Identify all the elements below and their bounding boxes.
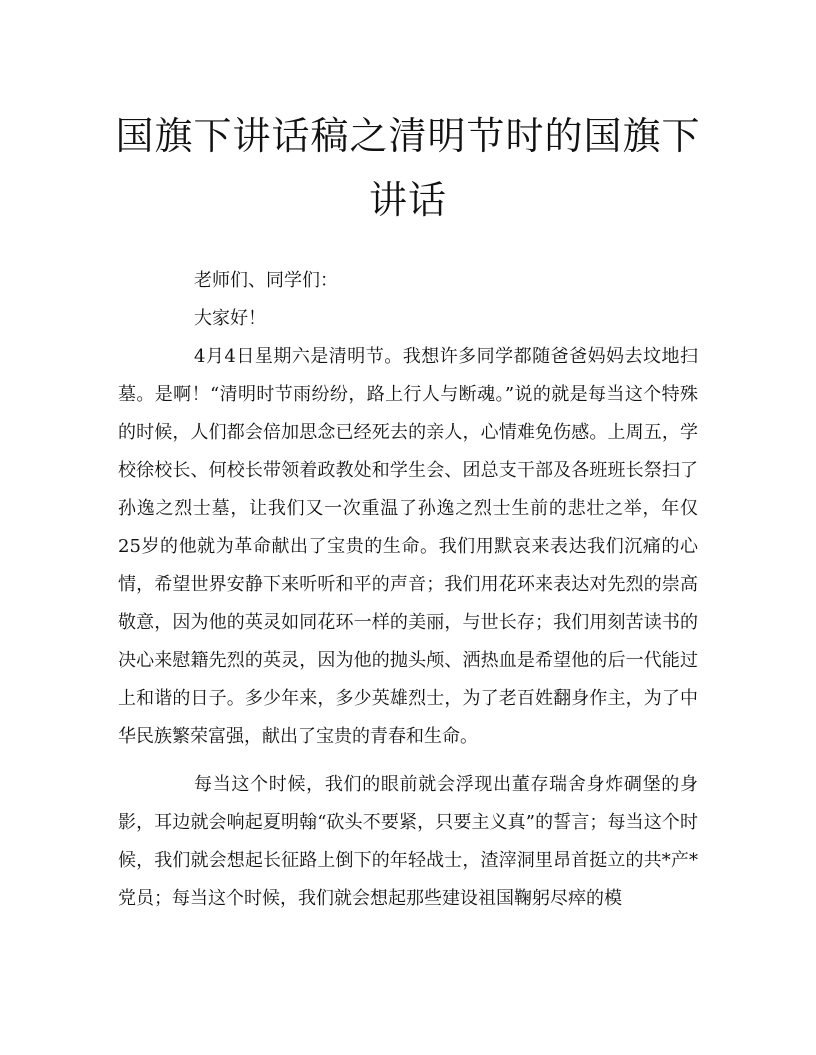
- paragraph: 每当这个时候，我们的眼前就会浮现出董存瑞舍身炸碉堡的身影，耳边就会响起夏明翰“砍头不要紧，只要主义真”的誓言；每当这个时候，我们就会想起长征路上倒下的年轻战士，渣滓洞里昂首挺立的共*产*党员；每当这个时候，我们就会想起那些建设祖国鞠躬尽瘁的模: [118, 774, 698, 909]
- paragraph: 4月4日星期六是清明节。我想许多同学都随爸爸妈妈去坟地扫墓。是啊！“清明时节雨纷纷，路上行人与断魂。”说的就是每当这个特殊的时候，人们都会倍加思念已经死去的亲人，心情难免伤感。上周五，学校徐校长、何校长带领着政教处和学生会、团总支干部及各班班长祭扫了孙逸之烈士墓，让我们又一次重温了孙逸之烈士生前的悲壮之举，年仅25岁的他就为革命献出了宝贵的生命。我们用默哀来表达我们沉痛的心情，希望世界安静下来听听和平的声音；我们用花环来表达对先烈的崇高敬意，因为他的英灵如同花环一样的美丽，与世长存；我们用刻苦读书的决心来慰籍先烈的英灵，因为他的抛头颅、洒热血是希望他的后一代能过上和谐的日子。多少年来，多少英雄烈士，为了老百姓翻身作主，为了中华民族繁荣富强，献出了宝贵的青春和生命。: [118, 346, 698, 747]
- document-body: [118, 262, 698, 918]
- salutation: 老师们、同学们：: [194, 270, 338, 291]
- document-title: 国旗下讲话稿之清明节时的国旗下讲话: [115, 114, 701, 222]
- greeting: 大家好！: [194, 308, 266, 329]
